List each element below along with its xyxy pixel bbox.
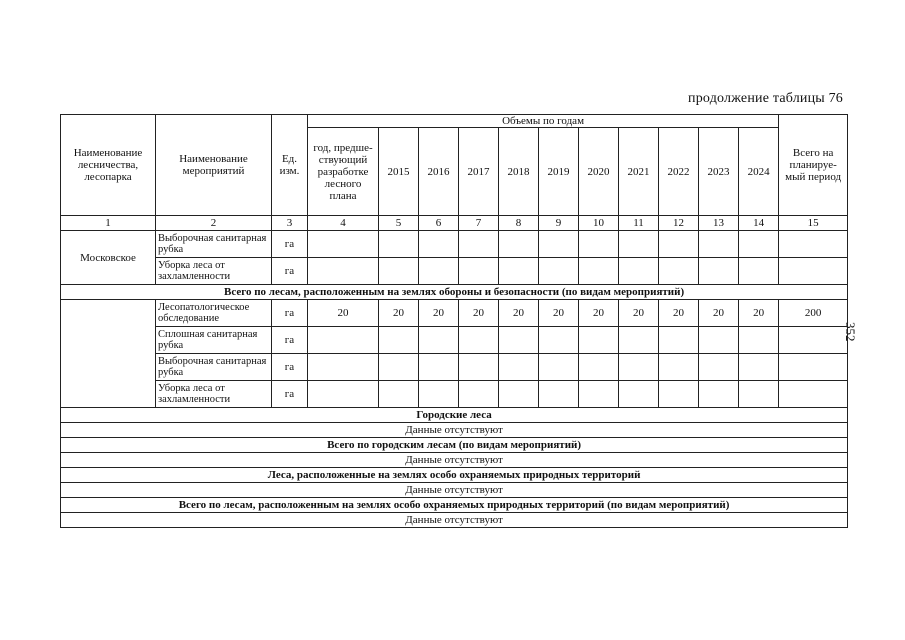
no-data-text: Данные отсутствуют	[61, 423, 848, 438]
section-title-row	[61, 285, 848, 300]
header-year: 2020	[579, 128, 619, 216]
section-title-row	[61, 498, 848, 513]
col-number: 2	[156, 216, 272, 231]
forestry-name: Московское	[61, 231, 156, 285]
col-number: 10	[579, 216, 619, 231]
section-title: Городские леса	[61, 408, 848, 423]
no-data-row	[61, 423, 848, 438]
defense-total-title: Всего по лесам, расположенным на землях обороны и безопасности (по видам мероприятий)	[61, 285, 848, 300]
table-row	[61, 327, 848, 354]
header-year: 2018	[499, 128, 539, 216]
table-row	[61, 258, 848, 285]
unit-cell: га	[272, 258, 308, 285]
header-year: 2022	[659, 128, 699, 216]
header-year: 2015	[379, 128, 419, 216]
measure-name: Уборка леса от захламленности	[156, 258, 272, 285]
table-row	[61, 300, 848, 327]
year-value: 20	[699, 300, 739, 327]
col-number: 1	[61, 216, 156, 231]
col-number: 14	[739, 216, 779, 231]
no-data-row	[61, 513, 848, 528]
section-title: Всего по лесам, расположенным на землях особо охраняемых природных территорий (по видам мероприятий)	[61, 498, 848, 513]
col-number: 11	[619, 216, 659, 231]
header-volumes-by-year: Объемы по годам	[308, 115, 779, 128]
col-number: 7	[459, 216, 499, 231]
prev-year-value: 20	[308, 300, 379, 327]
unit-cell: га	[272, 381, 308, 408]
year-value: 20	[579, 300, 619, 327]
section-title: Всего по городским лесам (по видам мероприятий)	[61, 438, 848, 453]
header-row-1	[61, 115, 848, 128]
year-value: 20	[619, 300, 659, 327]
unit-cell: га	[272, 231, 308, 258]
col-number: 15	[779, 216, 848, 231]
unit-cell: га	[272, 300, 308, 327]
no-data-text: Данные отсутствуют	[61, 483, 848, 498]
header-year: 2024	[739, 128, 779, 216]
unit-cell: га	[272, 327, 308, 354]
header-year: 2016	[419, 128, 459, 216]
col-number: 13	[699, 216, 739, 231]
table-row	[61, 354, 848, 381]
header-year: 2023	[699, 128, 739, 216]
no-data-text: Данные отсутствуют	[61, 513, 848, 528]
header-forestry: Наименование лесничества, лесопарка	[61, 115, 156, 216]
no-data-row	[61, 483, 848, 498]
year-value: 20	[379, 300, 419, 327]
no-data-row	[61, 453, 848, 468]
measure-name: Выборочная санитарная рубка	[156, 354, 272, 381]
column-numbers-row	[61, 216, 848, 231]
year-value: 20	[539, 300, 579, 327]
header-year: 2017	[459, 128, 499, 216]
section-title-row	[61, 408, 848, 423]
year-value: 20	[499, 300, 539, 327]
year-value: 20	[459, 300, 499, 327]
measure-name: Сплошная санитарная рубка	[156, 327, 272, 354]
col-number: 6	[419, 216, 459, 231]
year-value: 20	[659, 300, 699, 327]
no-data-text: Данные отсутствуют	[61, 453, 848, 468]
table-caption: продолжение таблицы 76	[688, 91, 843, 106]
col-number: 5	[379, 216, 419, 231]
total-value: 200	[779, 300, 848, 327]
header-unit: Ед. изм.	[272, 115, 308, 216]
forest-measures-table	[60, 114, 848, 528]
col-number: 9	[539, 216, 579, 231]
col-number: 3	[272, 216, 308, 231]
col-number: 8	[499, 216, 539, 231]
unit-cell: га	[272, 354, 308, 381]
forestry-name-empty	[61, 300, 156, 408]
header-prev-year: год, предше-ствующий разработке лесного плана	[308, 128, 379, 216]
section-title-row	[61, 468, 848, 483]
header-total: Всего на планируе-мый период	[779, 115, 848, 216]
measure-name: Лесопатологическое обследование	[156, 300, 272, 327]
header-year: 2019	[539, 128, 579, 216]
section-title: Леса, расположенные на землях особо охраняемых природных территорий	[61, 468, 848, 483]
col-number: 4	[308, 216, 379, 231]
measure-name: Выборочная санитарная рубка	[156, 231, 272, 258]
section-title-row	[61, 438, 848, 453]
year-value: 20	[739, 300, 779, 327]
header-year: 2021	[619, 128, 659, 216]
col-number: 12	[659, 216, 699, 231]
table-row	[61, 231, 848, 258]
header-measures: Наименование мероприятий	[156, 115, 272, 216]
measure-name: Уборка леса от захламленности	[156, 381, 272, 408]
table-row	[61, 381, 848, 408]
year-value: 20	[419, 300, 459, 327]
page-number: 352	[843, 322, 858, 342]
